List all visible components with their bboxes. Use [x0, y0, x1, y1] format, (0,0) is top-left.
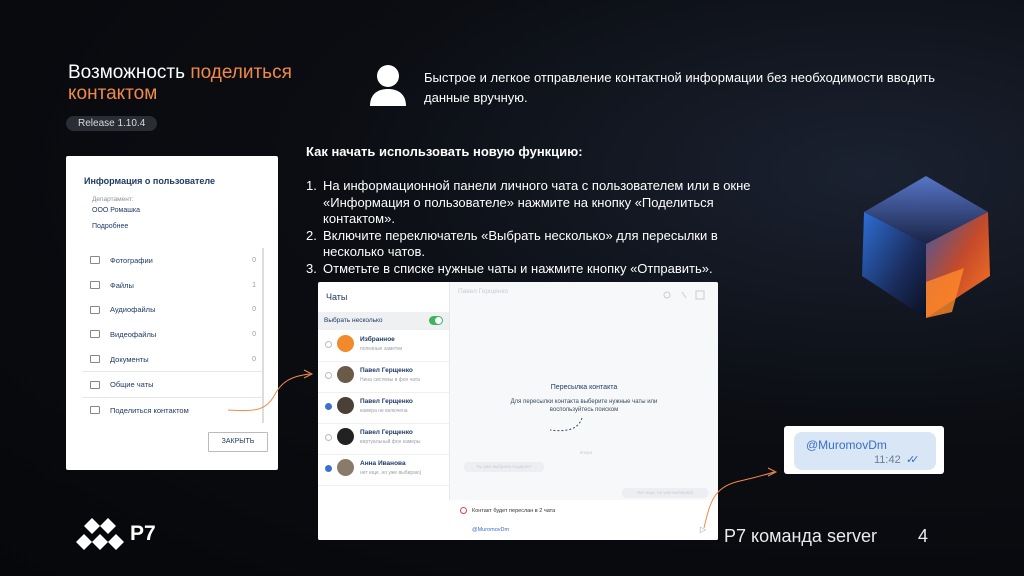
read-check-icon: ✓✓ — [906, 454, 915, 466]
file-icon — [90, 281, 100, 289]
department-value: ООО Ромашка — [92, 207, 140, 214]
step-item: 3. Отметьте в списке нужные чаты и нажмите кнопку «Отправить». — [306, 260, 713, 276]
chat-header-name: Павел Герщенко — [458, 288, 508, 295]
page-number: 4 — [918, 526, 929, 546]
header-icons — [662, 290, 712, 300]
cancel-icon[interactable] — [460, 507, 467, 514]
release-badge: Release 1.10.4 — [66, 116, 157, 131]
chat-checkbox[interactable] — [325, 403, 332, 410]
list-item-documents[interactable]: Документы 0 — [82, 347, 262, 372]
chat-row[interactable]: Павел Герщенко Нина системы в фон чата — [318, 361, 449, 393]
send-icon[interactable]: ▷ — [699, 525, 706, 534]
chat-row[interactable]: Павел Герщенко камера не включена — [318, 392, 449, 424]
how-to-title: Как начать использовать новую функцию: — [306, 144, 583, 159]
team-label: P7 команда server — [724, 526, 877, 546]
arrow-connector — [700, 462, 780, 532]
message-bubble[interactable] — [794, 432, 936, 470]
chat-row[interactable]: Павел Герщенко виртуальный фон камеры — [318, 423, 449, 455]
share-contact-button[interactable]: Поделиться контактом — [82, 397, 262, 423]
select-multiple-row[interactable] — [318, 312, 449, 330]
forward-count-info: Контакт будет переслан в 2 чата — [472, 508, 556, 514]
avatar — [337, 397, 354, 414]
list-item-audio[interactable]: Аудиофайлы 0 — [82, 297, 262, 322]
list-item-files[interactable]: Файлы 1 — [82, 273, 262, 298]
panel-icon — [696, 291, 704, 299]
title-accent1: поделиться — [190, 62, 292, 83]
photo-icon — [90, 256, 100, 264]
avatar — [337, 366, 354, 383]
steps-list — [306, 178, 776, 277]
forward-title: Пересылка контакта — [550, 384, 618, 391]
arrow-connector — [226, 366, 316, 416]
slide-title — [68, 62, 292, 104]
p7-logo-icon — [76, 516, 124, 552]
chat-row[interactable]: Анна Иванова нет еще, но уже выбираю) — [318, 454, 449, 486]
forward-subtitle: Для пересылки контакта выберите нужные чаты или воспользуйтесь поиском — [510, 399, 658, 413]
phone-icon — [682, 292, 686, 298]
user-info-panel — [66, 156, 278, 470]
select-multiple-label: Выбрать несколько — [324, 317, 383, 324]
chat-checkbox[interactable] — [325, 341, 332, 348]
chat-row[interactable]: Избранное полезные заметки — [318, 330, 449, 362]
video-icon — [90, 330, 100, 338]
contact-message — [784, 426, 944, 474]
list-item-common-chats[interactable]: Общие чаты — [82, 371, 262, 397]
contact-username[interactable]: @MuromovDm — [806, 438, 887, 452]
avatar — [337, 428, 354, 445]
user-info-title: Информация о пользователе — [84, 176, 216, 186]
ghost-message: Нет еще, но уже выбираю) — [622, 488, 708, 498]
close-button[interactable]: ЗАКРЫТЬ — [208, 432, 268, 452]
dashed-arrow-icon — [546, 416, 586, 436]
message-time: 11:42 — [874, 454, 901, 466]
ghost-message: Ты уже выбрала подарок? — [464, 462, 544, 472]
search-icon — [664, 292, 670, 298]
ghost-date: вчера — [580, 450, 593, 455]
step-item: 1. На информационной панели личного чата с пользователем или в окне «Информация о пользователе» нажмите на кнопку «Поделиться контактом». — [306, 178, 751, 226]
glass-cube-image — [856, 172, 996, 320]
step-item: 2. Включите переключатель «Выбрать несколько» для пересылки в несколько чатов. — [306, 227, 718, 259]
avatar — [337, 459, 354, 476]
chats-title: Чаты — [326, 292, 348, 302]
select-multiple-toggle[interactable] — [429, 316, 443, 325]
title-accent2: контактом — [68, 83, 158, 104]
share-icon — [90, 406, 100, 414]
list-item-video[interactable]: Видеофайлы 0 — [82, 322, 262, 347]
list-item-photos[interactable]: Фотографии 0 — [82, 248, 262, 273]
more-link[interactable]: Подробнее — [92, 223, 129, 230]
contact-field[interactable]: @MuromovDm — [472, 527, 510, 533]
document-icon — [90, 355, 100, 363]
forward-footer — [318, 500, 718, 540]
chats-icon — [90, 381, 100, 389]
audio-icon — [90, 306, 100, 314]
logo-text: P7 — [130, 522, 156, 545]
department-label: Департамент: — [92, 196, 134, 203]
bookmark-avatar-icon — [337, 335, 354, 352]
chat-checkbox[interactable] — [325, 434, 332, 441]
chat-checkbox[interactable] — [325, 465, 332, 472]
chat-checkbox[interactable] — [325, 372, 332, 379]
title-part1: Возможность — [68, 62, 191, 83]
user-icon — [368, 64, 408, 106]
forward-contact-panel — [318, 282, 718, 540]
intro-text: Быстрое и легкое отправление контактной информации без необходимости вводить данные вручную. — [424, 70, 936, 105]
